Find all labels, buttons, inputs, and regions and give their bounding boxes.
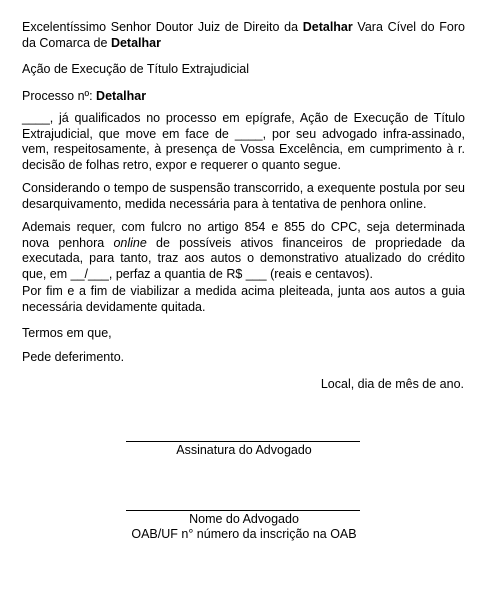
closing-termos: Termos em que,: [22, 326, 112, 340]
paragraph-fee-payment: Por fim e a fim de viabilizar a medida acima pleiteada, junta aos autos a guia necessária devidamente quitada.: [22, 284, 465, 314]
process-value: Detalhar: [96, 89, 147, 103]
paragraph-online-seizure: [22, 220, 465, 282]
process-number: [22, 89, 465, 105]
signature-label: Assinatura do Advogado: [176, 443, 312, 457]
paragraph-qualification: ____, já qualificados no processo em epígrafe, Ação de Execução de Título Extrajudicial, que move em face de ____, por seu advogado infra-assinado, vem, respeitosamente, à presença de Vossa Excelência, em cumprimento à r. decisão de folhas retro, expor e requerer o quanto segue.: [22, 111, 465, 172]
p3-text-1: Ademais requer, com fulcro no artigo 854 e 855 do CPC, seja determinada nova penhora: [22, 220, 465, 250]
process-label: Processo nº:: [22, 89, 97, 103]
action-type: Ação de Execução de Título Extrajudicial: [22, 62, 249, 76]
signature-line: [126, 441, 360, 442]
heading-text-2: Vara Cível do Foro da Comarca de: [22, 20, 466, 50]
heading-text-1: Excelentíssimo Senhor Doutor Juiz de Direito da: [22, 20, 303, 34]
p3-text-2: de possíveis ativos financeiros de propriedade da executada, para tanto, traz aos autos o demonstrativo atualizado do crédito que, em __/___, perfaz a quantia de R$ ___ (reais e centavos).: [22, 235, 465, 281]
court-addressee-heading: [22, 20, 465, 51]
heading-county-placeholder: Detalhar: [110, 35, 161, 50]
name-line: [126, 510, 360, 511]
lawyer-name-label: Nome do Advogado: [189, 512, 299, 526]
heading-court-placeholder: Detalhar: [302, 20, 353, 34]
place-date-line: Local, dia de mês de ano.: [320, 377, 464, 391]
p3-online-italic: online: [113, 235, 147, 250]
paragraph-unarchiving: Considerando o tempo de suspensão transcorrido, a exequente postula por seu desarquivamento, medida necessária para à tentativa de penhora online.: [22, 181, 465, 211]
closing-pede-deferimento: Pede deferimento.: [22, 350, 125, 364]
oab-registration-label: OAB/UF n° número da inscrição na OAB: [131, 527, 357, 541]
